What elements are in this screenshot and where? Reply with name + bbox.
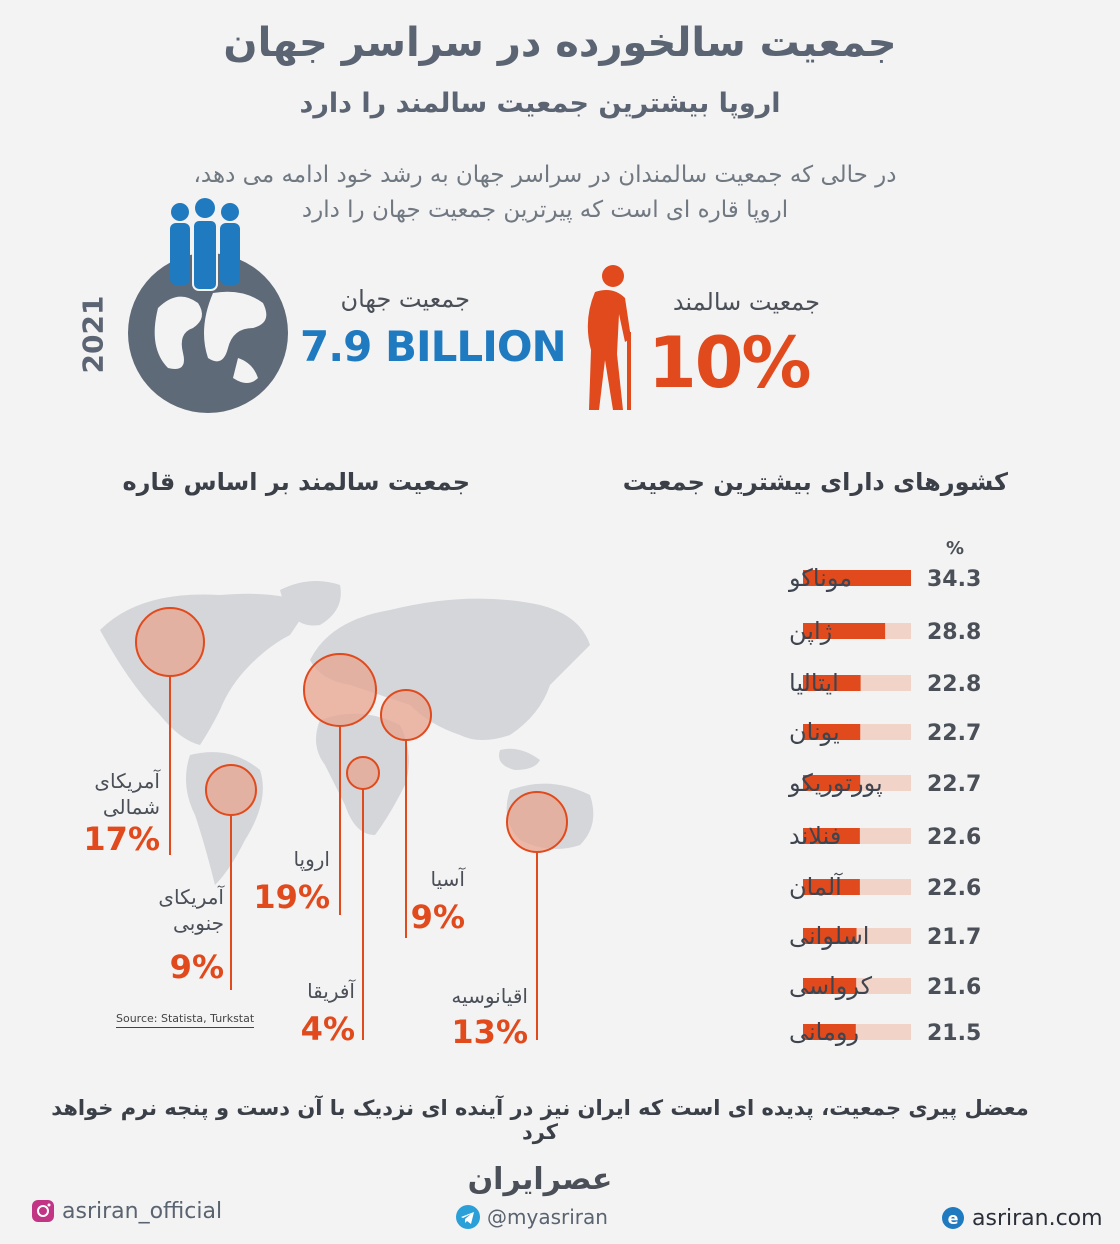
country-label: آلمان — [789, 873, 842, 901]
marker-south-america — [206, 765, 256, 815]
website-link[interactable] — [940, 1205, 1103, 1231]
continent-pct: 9% — [410, 898, 465, 936]
year-label: 2021 — [76, 295, 110, 374]
website-text: asriran.com — [972, 1205, 1103, 1231]
value-label: 22.6 — [927, 825, 982, 850]
marker-north-america — [136, 608, 204, 676]
page-title: جمعیت سالخورده در سراسر جهان — [223, 20, 897, 66]
continent-pct: 13% — [451, 1013, 528, 1051]
unit-label: % — [945, 538, 965, 559]
elderly-population-value: 10% — [648, 322, 810, 404]
value-label: 21.6 — [927, 975, 982, 1000]
telegram-handle[interactable] — [455, 1204, 608, 1230]
value-label: 22.8 — [927, 672, 982, 697]
continent-africa — [280, 978, 355, 1048]
value-label: 21.5 — [927, 1021, 982, 1046]
continent-name: آمریکای — [158, 885, 224, 909]
world-population-value: 7.9 BILLION — [300, 322, 566, 371]
continent-pct: 17% — [83, 820, 160, 858]
globe-people-icon — [118, 198, 298, 418]
instagram-text: asriran_official — [62, 1198, 223, 1224]
page-subtitle: اروپا بیشترین جمعیت سالمند را دارد — [299, 88, 781, 119]
source-note: Source: Statista, Turkstat — [116, 1012, 254, 1028]
instagram-handle[interactable] — [30, 1198, 222, 1224]
intro-line-1: در حالی که جمعیت سالمندان در سراسر جهان به رشد خود ادامه می دهد، — [193, 162, 897, 188]
continent-south-america — [120, 884, 224, 986]
telegram-text: @myasriran — [487, 1205, 608, 1229]
telegram-icon — [455, 1204, 481, 1230]
svg-text:e: e — [947, 1209, 959, 1228]
value-label: 22.6 — [927, 876, 982, 901]
continent-pct: 4% — [300, 1010, 355, 1048]
value-label: 28.8 — [927, 620, 982, 645]
continent-name: آمریکای — [94, 769, 160, 793]
brand-logo: عصرایران — [467, 1162, 613, 1197]
continent-name: جنوبی — [173, 911, 224, 935]
country-label: ایتالیا — [789, 669, 839, 697]
country-label: فنلاند — [789, 822, 842, 850]
elderly-population-label: جمعیت سالمند — [672, 288, 820, 316]
continent-name: آفریقا — [307, 979, 355, 1003]
marker-asia — [381, 690, 431, 740]
value-label: 21.7 — [927, 925, 982, 950]
continent-name: شمالی — [102, 795, 160, 819]
continent-asia — [395, 866, 465, 936]
value-label: 34.3 — [927, 567, 982, 592]
continent-name: آسیا — [430, 867, 465, 891]
country-label: کرواسی — [789, 972, 873, 1000]
continent-pct: 19% — [253, 878, 330, 916]
browser-e-icon — [940, 1205, 966, 1231]
country-bar-chart — [690, 530, 1010, 1050]
marker-oceania — [507, 792, 567, 852]
value-label: 22.7 — [927, 772, 982, 797]
country-label: اسلوانی — [789, 922, 870, 950]
continent-name: اقیانوسیه — [451, 984, 528, 1008]
country-label: یونان — [789, 718, 840, 746]
map-section-title: جمعیت سالمند بر اساس قاره — [122, 468, 470, 496]
value-label: 22.7 — [927, 721, 982, 746]
continent-oceania — [420, 983, 528, 1051]
country-label: موناکو — [789, 564, 853, 592]
marker-africa — [347, 757, 379, 789]
continent-name: اروپا — [293, 847, 330, 871]
footer-note: معضل پیری جمعیت، پدیده ای است که ایران نیز در آینده ای نزدیک با آن دست و پنجه نرم خواهد کرد — [51, 1096, 1029, 1144]
continent-pct: 9% — [169, 948, 224, 986]
instagram-icon — [30, 1198, 56, 1224]
country-label: ژاپن — [789, 617, 833, 645]
elderly-person-icon — [575, 262, 645, 412]
continent-europe — [250, 846, 330, 916]
country-label: رومانی — [789, 1018, 860, 1046]
world-population-label: جمعیت جهان — [340, 285, 470, 313]
continent-north-america — [60, 768, 160, 858]
bar-chart-title: کشورهای دارای بیشترین جمعیت — [622, 468, 1008, 496]
intro-line-2: اروپا قاره ای است که پیرترین جمعیت جهان را دارد — [301, 197, 789, 223]
marker-europe — [304, 654, 376, 726]
country-label: پورتوریکو — [789, 769, 883, 797]
